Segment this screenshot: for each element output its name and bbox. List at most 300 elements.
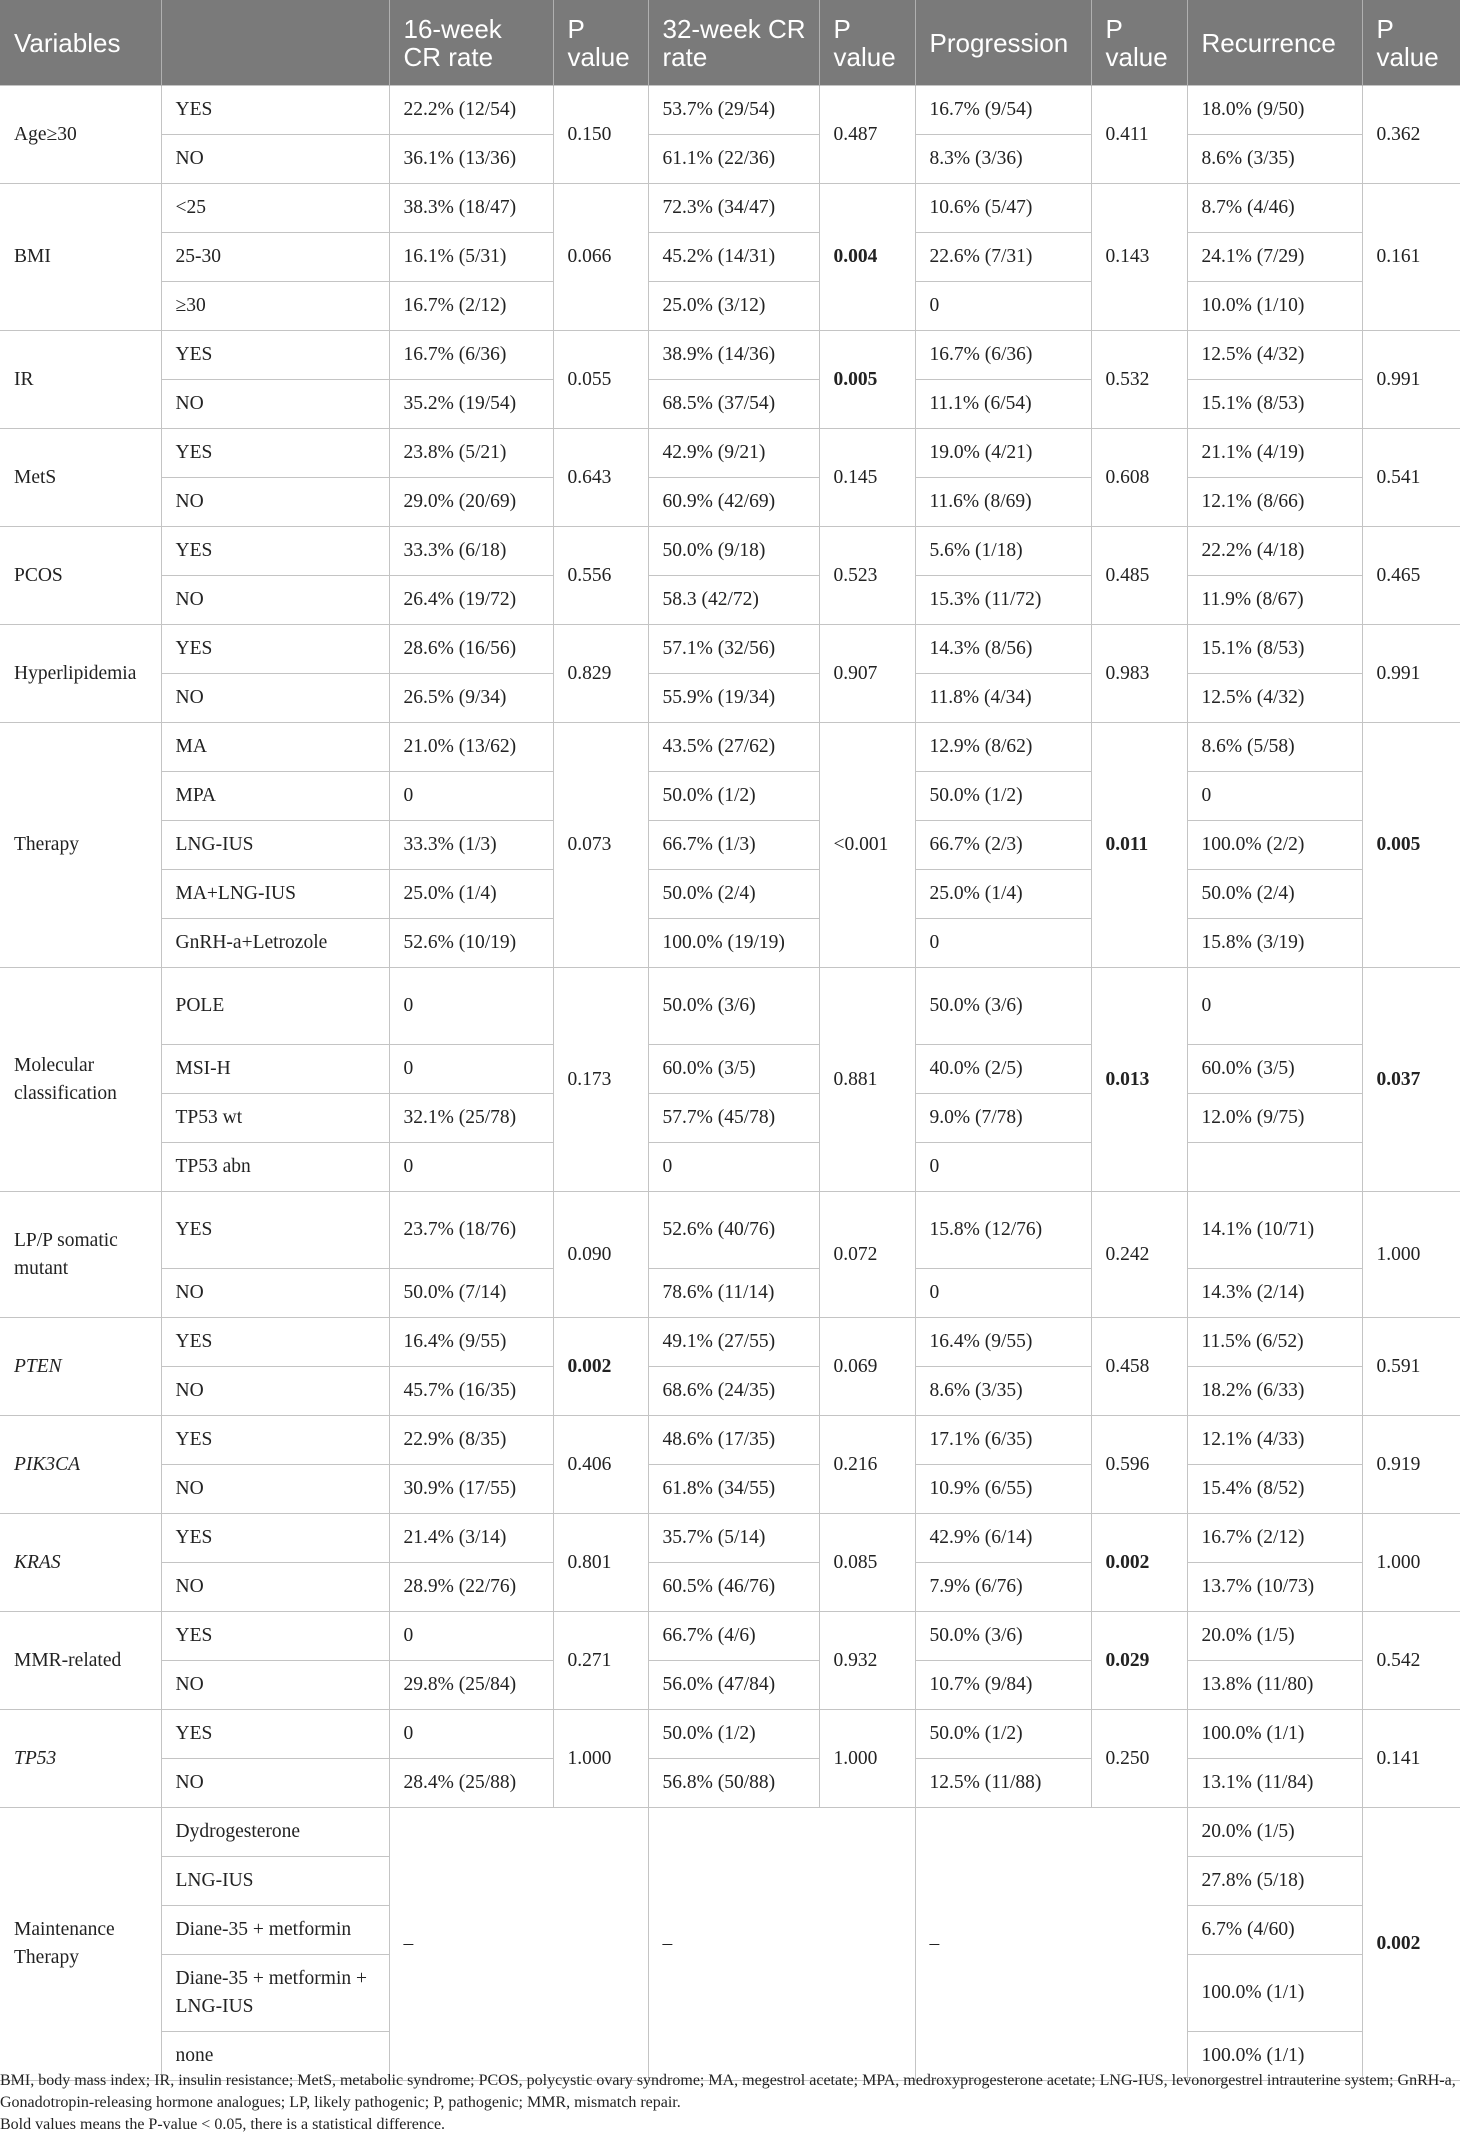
table-cell: NO bbox=[161, 576, 389, 625]
table-cell: 1.000 bbox=[1362, 1192, 1460, 1318]
table-cell: 0.541 bbox=[1362, 429, 1460, 527]
table-cell: YES bbox=[161, 625, 389, 674]
table-cell: 22.6% (7/31) bbox=[915, 233, 1091, 282]
table-cell: 19.0% (4/21) bbox=[915, 429, 1091, 478]
table-cell: 50.0% (2/4) bbox=[648, 870, 819, 919]
table-cell: 61.8% (34/55) bbox=[648, 1465, 819, 1514]
table-cell: 0 bbox=[1187, 772, 1362, 821]
table-row bbox=[0, 1808, 1460, 1857]
table-row bbox=[0, 1759, 1460, 1808]
table-cell: 30.9% (17/55) bbox=[389, 1465, 553, 1514]
table-cell: 50.0% (3/6) bbox=[915, 1612, 1091, 1661]
table-cell: 25.0% (3/12) bbox=[648, 282, 819, 331]
table-cell: 0.485 bbox=[1091, 527, 1187, 625]
table-cell: 58.3 (42/72) bbox=[648, 576, 819, 625]
table-cell: NO bbox=[161, 135, 389, 184]
table-cell: 0 bbox=[648, 1143, 819, 1192]
table-cell: ≥30 bbox=[161, 282, 389, 331]
table-cell: 10.9% (6/55) bbox=[915, 1465, 1091, 1514]
table-cell: Maintenance Therapy bbox=[0, 1808, 161, 2081]
table-cell: <0.001 bbox=[819, 723, 915, 968]
table-cell: 8.6% (3/35) bbox=[1187, 135, 1362, 184]
table-cell: 13.8% (11/80) bbox=[1187, 1661, 1362, 1710]
table-cell: 100.0% (1/1) bbox=[1187, 1710, 1362, 1759]
table-cell: 10.0% (1/10) bbox=[1187, 282, 1362, 331]
table-row bbox=[0, 1710, 1460, 1759]
table-row bbox=[0, 919, 1460, 968]
table-cell: MPA bbox=[161, 772, 389, 821]
table-cell: 0.150 bbox=[553, 86, 648, 184]
table-cell: 56.8% (50/88) bbox=[648, 1759, 819, 1808]
table-cell: 0 bbox=[915, 282, 1091, 331]
table-cell: 0 bbox=[389, 1710, 553, 1759]
footnote-bold-note: Bold values means the P-value < 0.05, there is a statistical difference. bbox=[0, 2116, 446, 2133]
table-cell: 27.8% (5/18) bbox=[1187, 1857, 1362, 1906]
table-cell: TP53 wt bbox=[161, 1094, 389, 1143]
table-cell: MMR-related bbox=[0, 1612, 161, 1710]
table-cell: 15.8% (3/19) bbox=[1187, 919, 1362, 968]
table-cell: 14.3% (8/56) bbox=[915, 625, 1091, 674]
table-cell: 24.1% (7/29) bbox=[1187, 233, 1362, 282]
table-cell: 33.3% (1/3) bbox=[389, 821, 553, 870]
table-cell: 13.7% (10/73) bbox=[1187, 1563, 1362, 1612]
table-cell: 1.000 bbox=[819, 1710, 915, 1808]
table-cell: 60.0% (3/5) bbox=[648, 1045, 819, 1094]
table-cell: 12.9% (8/62) bbox=[915, 723, 1091, 772]
table-cell: NO bbox=[161, 1661, 389, 1710]
table-cell: 0.532 bbox=[1091, 331, 1187, 429]
table-cell: PTEN bbox=[0, 1318, 161, 1416]
table-cell: NO bbox=[161, 478, 389, 527]
table-cell: 16.7% (9/54) bbox=[915, 86, 1091, 135]
table-row bbox=[0, 1416, 1460, 1465]
table-cell: 100.0% (2/2) bbox=[1187, 821, 1362, 870]
table-cell: NO bbox=[161, 674, 389, 723]
table-cell: 18.2% (6/33) bbox=[1187, 1367, 1362, 1416]
table-cell: 22.2% (12/54) bbox=[389, 86, 553, 135]
table-cell: 12.1% (8/66) bbox=[1187, 478, 1362, 527]
table-row bbox=[0, 1465, 1460, 1514]
table-cell: 16.7% (2/12) bbox=[389, 282, 553, 331]
table-row bbox=[0, 184, 1460, 233]
table-cell: 11.5% (6/52) bbox=[1187, 1318, 1362, 1367]
table-cell: – bbox=[915, 1808, 1187, 2081]
table-cell: 72.3% (34/47) bbox=[648, 184, 819, 233]
table-cell: 57.7% (45/78) bbox=[648, 1094, 819, 1143]
table-row bbox=[0, 576, 1460, 625]
table-cell: 0.881 bbox=[819, 968, 915, 1192]
table-cell: 52.6% (40/76) bbox=[648, 1192, 819, 1269]
table-cell: 14.3% (2/14) bbox=[1187, 1269, 1362, 1318]
table-cell: 60.5% (46/76) bbox=[648, 1563, 819, 1612]
header-cell-progression: Progression bbox=[915, 0, 1091, 86]
table-cell: 8.7% (4/46) bbox=[1187, 184, 1362, 233]
header-cell-32-week: 32-week CR rate bbox=[648, 0, 819, 86]
table-cell: 66.7% (4/6) bbox=[648, 1612, 819, 1661]
table-cell: 0.591 bbox=[1362, 1318, 1460, 1416]
table-cell: NO bbox=[161, 1269, 389, 1318]
table-cell: IR bbox=[0, 331, 161, 429]
table-cell: 42.9% (9/21) bbox=[648, 429, 819, 478]
table-cell: 5.6% (1/18) bbox=[915, 527, 1091, 576]
table-cell: 0.801 bbox=[553, 1514, 648, 1612]
table-cell: 0.216 bbox=[819, 1416, 915, 1514]
table-cell: 21.1% (4/19) bbox=[1187, 429, 1362, 478]
table-cell: Dydrogesterone bbox=[161, 1808, 389, 1857]
table-cell: 49.1% (27/55) bbox=[648, 1318, 819, 1367]
table-row bbox=[0, 870, 1460, 919]
table-cell: YES bbox=[161, 1710, 389, 1759]
table-cell: 0.073 bbox=[553, 723, 648, 968]
table-cell: 50.0% (2/4) bbox=[1187, 870, 1362, 919]
table-cell: 0.362 bbox=[1362, 86, 1460, 184]
table-cell: 50.0% (7/14) bbox=[389, 1269, 553, 1318]
table-cell: 0 bbox=[915, 1269, 1091, 1318]
table-cell: 33.3% (6/18) bbox=[389, 527, 553, 576]
table-cell: 68.6% (24/35) bbox=[648, 1367, 819, 1416]
table-cell: NO bbox=[161, 1367, 389, 1416]
table-cell: 0.608 bbox=[1091, 429, 1187, 527]
table-cell: 0.066 bbox=[553, 184, 648, 331]
table-cell: 57.1% (32/56) bbox=[648, 625, 819, 674]
table-cell: 0.411 bbox=[1091, 86, 1187, 184]
table-cell: 15.1% (8/53) bbox=[1187, 625, 1362, 674]
table-cell: 0.002 bbox=[553, 1318, 648, 1416]
table-cell: 0.983 bbox=[1091, 625, 1187, 723]
header-cell-category bbox=[161, 0, 389, 86]
table-cell: 16.4% (9/55) bbox=[389, 1318, 553, 1367]
table-cell: 0 bbox=[389, 772, 553, 821]
table-cell: YES bbox=[161, 1612, 389, 1661]
table-cell: – bbox=[648, 1808, 915, 2081]
table-row bbox=[0, 1367, 1460, 1416]
table-row bbox=[0, 429, 1460, 478]
table-cell: 35.7% (5/14) bbox=[648, 1514, 819, 1563]
table-cell: 20.0% (1/5) bbox=[1187, 1808, 1362, 1857]
table-cell: 0.145 bbox=[819, 429, 915, 527]
table-cell: 12.5% (4/32) bbox=[1187, 674, 1362, 723]
table-cell: 25.0% (1/4) bbox=[389, 870, 553, 919]
table-cell: 0.069 bbox=[819, 1318, 915, 1416]
table-row bbox=[0, 282, 1460, 331]
table-cell: 20.0% (1/5) bbox=[1187, 1612, 1362, 1661]
table-cell: YES bbox=[161, 331, 389, 380]
table-cell: POLE bbox=[161, 968, 389, 1045]
table-cell: 17.1% (6/35) bbox=[915, 1416, 1091, 1465]
table-cell: 0.004 bbox=[819, 184, 915, 331]
table-cell: YES bbox=[161, 86, 389, 135]
table-cell: 0.406 bbox=[553, 1416, 648, 1514]
table-cell: <25 bbox=[161, 184, 389, 233]
table-cell: 23.7% (18/76) bbox=[389, 1192, 553, 1269]
header-row bbox=[0, 0, 1460, 86]
table-cell: 22.9% (8/35) bbox=[389, 1416, 553, 1465]
table-cell: 0.556 bbox=[553, 527, 648, 625]
table-cell: 0.072 bbox=[819, 1192, 915, 1318]
table-header bbox=[0, 0, 1460, 86]
table-cell: MA+LNG-IUS bbox=[161, 870, 389, 919]
table-row bbox=[0, 1318, 1460, 1367]
table-cell: 0.141 bbox=[1362, 1710, 1460, 1808]
table-cell: 16.7% (2/12) bbox=[1187, 1514, 1362, 1563]
table-cell: 1.000 bbox=[553, 1710, 648, 1808]
table-cell: KRAS bbox=[0, 1514, 161, 1612]
table-cell: 11.8% (4/34) bbox=[915, 674, 1091, 723]
table-cell: 0.005 bbox=[1362, 723, 1460, 968]
table-row bbox=[0, 968, 1460, 1045]
table-cell: 38.9% (14/36) bbox=[648, 331, 819, 380]
table-row bbox=[0, 233, 1460, 282]
table-cell: Diane-35 + metformin + LNG-IUS bbox=[161, 1955, 389, 2032]
table-cell: 16.1% (5/31) bbox=[389, 233, 553, 282]
table-cell: 50.0% (1/2) bbox=[915, 772, 1091, 821]
table-cell: 0.250 bbox=[1091, 1710, 1187, 1808]
table-cell: 29.8% (25/84) bbox=[389, 1661, 553, 1710]
table-row bbox=[0, 86, 1460, 135]
table-cell: YES bbox=[161, 1318, 389, 1367]
table-row bbox=[0, 1094, 1460, 1143]
table-cell: 12.5% (11/88) bbox=[915, 1759, 1091, 1808]
table-cell: YES bbox=[161, 527, 389, 576]
table-cell: 0.173 bbox=[553, 968, 648, 1192]
table-cell: Age≥30 bbox=[0, 86, 161, 184]
table-cell: 0.991 bbox=[1362, 331, 1460, 429]
table-cell: 0.643 bbox=[553, 429, 648, 527]
table-cell: 25.0% (1/4) bbox=[915, 870, 1091, 919]
table-cell: 29.0% (20/69) bbox=[389, 478, 553, 527]
table-cell: 66.7% (2/3) bbox=[915, 821, 1091, 870]
table-cell: TP53 bbox=[0, 1710, 161, 1808]
table-cell: 61.1% (22/36) bbox=[648, 135, 819, 184]
table-cell: Hyperlipidemia bbox=[0, 625, 161, 723]
table-cell: NO bbox=[161, 1759, 389, 1808]
table-cell: 0 bbox=[915, 919, 1091, 968]
table-row bbox=[0, 821, 1460, 870]
table-cell: 0.523 bbox=[819, 527, 915, 625]
table-row bbox=[0, 1192, 1460, 1269]
table-cell: 11.9% (8/67) bbox=[1187, 576, 1362, 625]
table-cell: TP53 abn bbox=[161, 1143, 389, 1192]
table-cell: YES bbox=[161, 1416, 389, 1465]
table-cell: 12.0% (9/75) bbox=[1187, 1094, 1362, 1143]
table-cell: 68.5% (37/54) bbox=[648, 380, 819, 429]
table-cell: GnRH-a+Letrozole bbox=[161, 919, 389, 968]
table-cell: 26.5% (9/34) bbox=[389, 674, 553, 723]
table-cell: 0.487 bbox=[819, 86, 915, 184]
table-cell: 12.5% (4/32) bbox=[1187, 331, 1362, 380]
table-cell: PIK3CA bbox=[0, 1416, 161, 1514]
table-row bbox=[0, 625, 1460, 674]
table-cell: 55.9% (19/34) bbox=[648, 674, 819, 723]
table-cell: Molecular classification bbox=[0, 968, 161, 1192]
table-cell: 42.9% (6/14) bbox=[915, 1514, 1091, 1563]
table-cell: 53.7% (29/54) bbox=[648, 86, 819, 135]
table-cell: 0 bbox=[389, 1045, 553, 1094]
table-cell: 0.907 bbox=[819, 625, 915, 723]
table-cell: 16.4% (9/55) bbox=[915, 1318, 1091, 1367]
table-cell: 21.4% (3/14) bbox=[389, 1514, 553, 1563]
table-cell: 15.4% (8/52) bbox=[1187, 1465, 1362, 1514]
table-cell: 10.6% (5/47) bbox=[915, 184, 1091, 233]
table-cell: Diane-35 + metformin bbox=[161, 1906, 389, 1955]
table-row bbox=[0, 478, 1460, 527]
table-cell: 0.242 bbox=[1091, 1192, 1187, 1318]
footnote-abbreviations: BMI, body mass index; IR, insulin resistance; MetS, metabolic syndrome; PCOS, polycystic ovary syndrome; MA, megestrol acetate; MPA, medroxyprogesterone acetate; LNG-IUS, levonorgestrel intrauterine system; GnRH-a, Gonadotropin-releasing hormone analogues; LP, likely pathogenic; P, pathogenic; MMR, mismatch repair. bbox=[0, 2072, 1456, 2111]
table-cell: 32.1% (25/78) bbox=[389, 1094, 553, 1143]
table-cell: 0.011 bbox=[1091, 723, 1187, 968]
table-cell: PCOS bbox=[0, 527, 161, 625]
table-row bbox=[0, 1514, 1460, 1563]
table-cell: 0.090 bbox=[553, 1192, 648, 1318]
table-cell: 0 bbox=[915, 1143, 1091, 1192]
table-cell: 56.0% (47/84) bbox=[648, 1661, 819, 1710]
table-row bbox=[0, 723, 1460, 772]
table-cell: 0.829 bbox=[553, 625, 648, 723]
table-cell: 50.0% (9/18) bbox=[648, 527, 819, 576]
table-cell: 78.6% (11/14) bbox=[648, 1269, 819, 1318]
header-cell-p-value-3: P value bbox=[1091, 0, 1187, 86]
header-cell-p-value-2: P value bbox=[819, 0, 915, 86]
table-cell: 0.013 bbox=[1091, 968, 1187, 1192]
table-cell: 0 bbox=[389, 1143, 553, 1192]
table-cell: 0.029 bbox=[1091, 1612, 1187, 1710]
table-cell: 28.4% (25/88) bbox=[389, 1759, 553, 1808]
table-cell: 11.1% (6/54) bbox=[915, 380, 1091, 429]
table-cell: 8.6% (5/58) bbox=[1187, 723, 1362, 772]
table-cell: 50.0% (1/2) bbox=[915, 1710, 1091, 1759]
table-cell: LNG-IUS bbox=[161, 1857, 389, 1906]
table-cell: 60.9% (42/69) bbox=[648, 478, 819, 527]
table-cell: 0.458 bbox=[1091, 1318, 1187, 1416]
table-row bbox=[0, 331, 1460, 380]
header-cell-recurrence: Recurrence bbox=[1187, 0, 1362, 86]
table-cell: 0.465 bbox=[1362, 527, 1460, 625]
table-cell: 15.1% (8/53) bbox=[1187, 380, 1362, 429]
header-cell-p-value-1: P value bbox=[553, 0, 648, 86]
table-cell: 28.6% (16/56) bbox=[389, 625, 553, 674]
table-cell: 13.1% (11/84) bbox=[1187, 1759, 1362, 1808]
table-cell: 16.7% (6/36) bbox=[915, 331, 1091, 380]
table-cell: 6.7% (4/60) bbox=[1187, 1906, 1362, 1955]
table-cell: 9.0% (7/78) bbox=[915, 1094, 1091, 1143]
table-cell: 50.0% (3/6) bbox=[648, 968, 819, 1045]
table-cell: 8.6% (3/35) bbox=[915, 1367, 1091, 1416]
table-cell: 38.3% (18/47) bbox=[389, 184, 553, 233]
table-row bbox=[0, 1143, 1460, 1192]
table-cell: 100.0% (19/19) bbox=[648, 919, 819, 968]
table-cell: LP/P somatic mutant bbox=[0, 1192, 161, 1318]
table-cell: 50.0% (3/6) bbox=[915, 968, 1091, 1045]
table-cell: NO bbox=[161, 380, 389, 429]
table-cell: 7.9% (6/76) bbox=[915, 1563, 1091, 1612]
table-cell: 18.0% (9/50) bbox=[1187, 86, 1362, 135]
table-row bbox=[0, 1045, 1460, 1094]
table-cell: 0.271 bbox=[553, 1612, 648, 1710]
table-row bbox=[0, 380, 1460, 429]
table-cell: 25-30 bbox=[161, 233, 389, 282]
table-cell: 0 bbox=[389, 968, 553, 1045]
table-cell: 0.005 bbox=[819, 331, 915, 429]
table-cell: 45.2% (14/31) bbox=[648, 233, 819, 282]
table-cell: MA bbox=[161, 723, 389, 772]
table-row bbox=[0, 674, 1460, 723]
table-cell: NO bbox=[161, 1563, 389, 1612]
table-cell: 40.0% (2/5) bbox=[915, 1045, 1091, 1094]
table-cell: 0.991 bbox=[1362, 625, 1460, 723]
table-body bbox=[0, 86, 1460, 2081]
table-footnotes bbox=[0, 2070, 1460, 2136]
table-cell: 48.6% (17/35) bbox=[648, 1416, 819, 1465]
table-cell: YES bbox=[161, 1192, 389, 1269]
table-cell: YES bbox=[161, 429, 389, 478]
table-cell: 23.8% (5/21) bbox=[389, 429, 553, 478]
header-cell-16-week: 16-week CR rate bbox=[389, 0, 553, 86]
table-cell: 43.5% (27/62) bbox=[648, 723, 819, 772]
table-cell: 0.002 bbox=[1362, 1808, 1460, 2081]
table-cell: 66.7% (1/3) bbox=[648, 821, 819, 870]
table-cell: 16.7% (6/36) bbox=[389, 331, 553, 380]
table-cell: 15.3% (11/72) bbox=[915, 576, 1091, 625]
table-cell: – bbox=[389, 1808, 648, 2081]
table-cell: BMI bbox=[0, 184, 161, 331]
table-cell: 26.4% (19/72) bbox=[389, 576, 553, 625]
header-cell-p-value-4: P value bbox=[1362, 0, 1460, 86]
table-cell: LNG-IUS bbox=[161, 821, 389, 870]
table-row bbox=[0, 1269, 1460, 1318]
table-cell: 0.055 bbox=[553, 331, 648, 429]
table-cell: 0.037 bbox=[1362, 968, 1460, 1192]
table-row bbox=[0, 1563, 1460, 1612]
table-cell: Therapy bbox=[0, 723, 161, 968]
table-cell: 50.0% (1/2) bbox=[648, 772, 819, 821]
table-cell: MSI-H bbox=[161, 1045, 389, 1094]
table-cell: 12.1% (4/33) bbox=[1187, 1416, 1362, 1465]
table-cell: 15.8% (12/76) bbox=[915, 1192, 1091, 1269]
table-cell: 52.6% (10/19) bbox=[389, 919, 553, 968]
table-cell bbox=[1187, 1143, 1362, 1192]
table-cell: 22.2% (4/18) bbox=[1187, 527, 1362, 576]
table-cell: 14.1% (10/71) bbox=[1187, 1192, 1362, 1269]
table-cell: 35.2% (19/54) bbox=[389, 380, 553, 429]
table-cell: 21.0% (13/62) bbox=[389, 723, 553, 772]
table-row bbox=[0, 135, 1460, 184]
table-cell: 0.542 bbox=[1362, 1612, 1460, 1710]
table-cell: NO bbox=[161, 1465, 389, 1514]
table-cell: 0 bbox=[389, 1612, 553, 1661]
table-cell: 0.143 bbox=[1091, 184, 1187, 331]
table-cell: 45.7% (16/35) bbox=[389, 1367, 553, 1416]
header-cell-variables: Variables bbox=[0, 0, 161, 86]
table-cell: 0.932 bbox=[819, 1612, 915, 1710]
table-cell: 10.7% (9/84) bbox=[915, 1661, 1091, 1710]
table-cell: 28.9% (22/76) bbox=[389, 1563, 553, 1612]
table-cell: 8.3% (3/36) bbox=[915, 135, 1091, 184]
table-row bbox=[0, 527, 1460, 576]
table-row bbox=[0, 772, 1460, 821]
table-cell: 50.0% (1/2) bbox=[648, 1710, 819, 1759]
table-cell: none bbox=[161, 2032, 389, 2081]
table-cell: 1.000 bbox=[1362, 1514, 1460, 1612]
table-row bbox=[0, 1661, 1460, 1710]
table-cell: 0.161 bbox=[1362, 184, 1460, 331]
table-cell: 0 bbox=[1187, 968, 1362, 1045]
table-cell: YES bbox=[161, 1514, 389, 1563]
table-cell: 100.0% (1/1) bbox=[1187, 1955, 1362, 2032]
table-cell: 11.6% (8/69) bbox=[915, 478, 1091, 527]
table-cell: 0.002 bbox=[1091, 1514, 1187, 1612]
table-cell: 0.085 bbox=[819, 1514, 915, 1612]
table-cell: 60.0% (3/5) bbox=[1187, 1045, 1362, 1094]
